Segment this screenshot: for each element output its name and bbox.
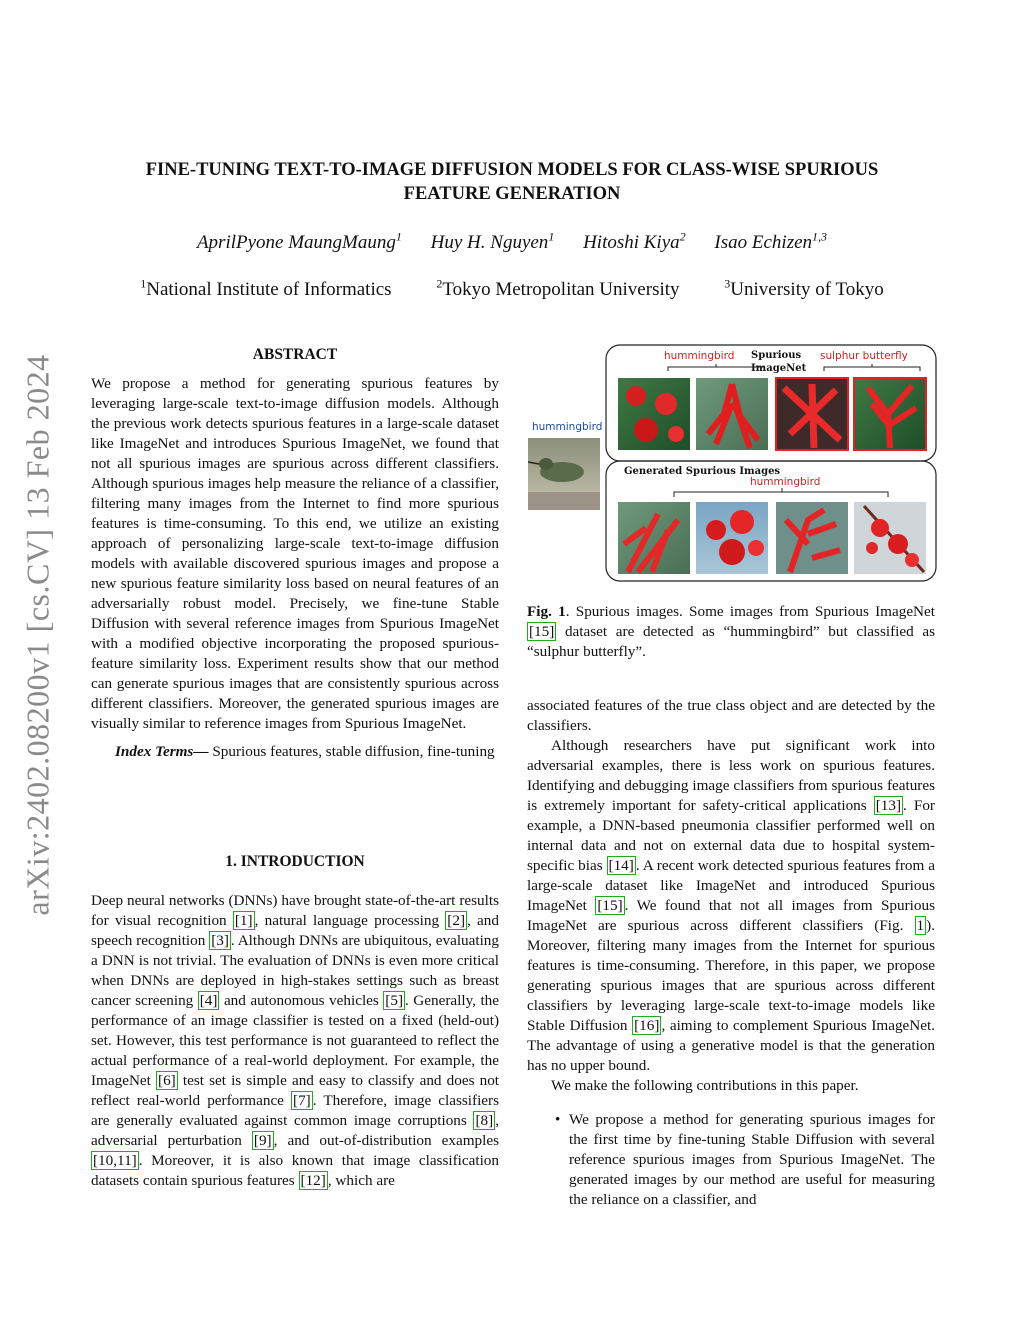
contribution-item: • We propose a method for generating spurious images for the first time by fine-tuning Stable Diffusion with several reference spurious images from Spurious ImageNet. The generated images by our method are useful for measuring the reliance on a classifier, and bbox=[569, 1110, 935, 1210]
citation-link[interactable]: [8] bbox=[475, 1112, 494, 1129]
generated-image-2 bbox=[696, 502, 768, 574]
right-paragraph-1: associated features of the true class object and are detected by the classifiers. bbox=[527, 697, 935, 734]
citation-link[interactable]: [3] bbox=[211, 932, 229, 949]
citation-link[interactable]: [12] bbox=[300, 1172, 326, 1189]
author-list bbox=[100, 230, 924, 254]
figure-1-graphic bbox=[528, 344, 938, 584]
abstract-heading: ABSTRACT bbox=[252, 346, 338, 363]
spurious-image-2 bbox=[696, 378, 768, 450]
bracket-left bbox=[668, 367, 764, 371]
abstract-body: We propose a method for generating spurious features by leveraging large-scale text-to-image diffusion models. Although the previous work detects spurious features in a large-scale dataset like ImageNet and introduces Spurious ImageNet, we found that not all spurious images are spurious across different classifiers. Although spurious images help measure the reliance of a classifier, filtering many images from the Internet to find more spurious features is time-consuming. To this end, we utilize an existing approach of personalizing large-scale text-to-image diffusion models with available discovered spurious images and propose a new spurious feature similarity loss based on neural features of an adversarially robust model. Precisely, we fine-tune Stable Diffusion with several reference images from Spurious ImageNet with a modified objective incorporating the proposed spurious-feature similarity loss. Experiment results show that our method can generate spurious images that are consistently spurious across different classifiers. Moreover, the generated spurious images are visually similar to reference images from Spurious ImageNet. bbox=[91, 375, 499, 732]
contribution-list bbox=[527, 1110, 935, 1210]
intro-section bbox=[91, 853, 499, 1191]
intro-heading: 1. INTRODUCTION bbox=[225, 853, 365, 870]
citation-link[interactable]: [5] bbox=[385, 992, 404, 1009]
index-terms-text: Spurious features, stable diffusion, fine-tuning bbox=[212, 743, 495, 760]
title-line-2: FEATURE GENERATION bbox=[403, 184, 621, 204]
panel-label-hummingbird: hummingbird bbox=[664, 350, 735, 362]
panel-label-spurious: Spurious bbox=[751, 350, 802, 361]
generated-image-1 bbox=[618, 502, 690, 574]
citation-link[interactable]: [6] bbox=[158, 1072, 176, 1089]
citation-link[interactable]: [15] bbox=[529, 623, 555, 640]
affiliation-list bbox=[100, 277, 924, 301]
paper-title bbox=[100, 158, 924, 206]
citation-link[interactable]: [2] bbox=[447, 912, 466, 929]
affiliation: $^2$Tokyo Metropolitan University bbox=[436, 277, 680, 301]
query-image-hummingbird bbox=[528, 438, 600, 510]
intro-continued bbox=[527, 696, 935, 1210]
right-paragraph-2: Although researchers have put significant work into adversarial examples, there is less work on spurious features. Identifying and debugging image classifiers from spurious features is extremely important for safety-critical applications [13] . For example, a DNN-based pneumonia classifier performed well on internal data and not on external data due to hospital system-specific bias [14] . A recent work detected spurious features from a large-scale dataset like ImageNet and introduced Spurious ImageNet [15] . We found that not all images from Spurious ImageNet are spurious across different classifiers (Fig. 1 ). Moreover, filtering many images from the Internet for spurious features is time-consuming. Therefore, in this paper, we propose generating spurious images that are spurious across different classifiers by leveraging large-scale text-to-image models like Stable Diffusion [16] , aiming to complement Spurious ImageNet. The advantage of using a generative model is that the generation has no upper bound. bbox=[527, 737, 936, 1074]
generated-image-4 bbox=[854, 502, 926, 574]
author: Isao Echizen$^{1,3}$ bbox=[714, 230, 828, 254]
generated-label-hummingbird: hummingbird bbox=[750, 476, 821, 488]
citation-link[interactable]: [9] bbox=[253, 1132, 272, 1149]
bracket-right bbox=[824, 367, 920, 371]
citation-link[interactable]: [4] bbox=[199, 992, 218, 1009]
figure-1 bbox=[528, 344, 938, 584]
citation-link[interactable]: [1] bbox=[234, 912, 253, 929]
right-paragraph-3: We make the following contributions in this paper. bbox=[551, 1077, 859, 1094]
citation-link[interactable]: [13] bbox=[875, 797, 902, 814]
author: Hitoshi Kiya$^2$ bbox=[583, 230, 686, 254]
spurious-image-1 bbox=[618, 378, 690, 450]
arxiv-identifier bbox=[10, 355, 65, 915]
citation-link[interactable]: [15] bbox=[597, 897, 623, 914]
caption-label: Fig. 1 bbox=[527, 603, 566, 620]
author: Huy H. Nguyen$^1$ bbox=[430, 230, 555, 254]
affiliation: $^1$National Institute of Informatics bbox=[140, 277, 392, 301]
title-line-1: FINE-TUNING TEXT-TO-IMAGE DIFFUSION MODELS FOR CLASS-WISE SPURIOUS bbox=[145, 160, 879, 180]
figure-reference-link[interactable]: 1 bbox=[916, 917, 925, 934]
affiliation: $^3$University of Tokyo bbox=[724, 277, 884, 301]
generated-title: Generated Spurious Images bbox=[624, 466, 781, 477]
bracket-bottom bbox=[674, 492, 888, 497]
figure-1-caption: Fig. 1. Spurious images. Some images from Spurious ImageNet [15] dataset are detected as “hummingbird” but classified as “sulphur butterfly”. bbox=[527, 603, 935, 660]
index-terms-label: Index Terms— bbox=[115, 743, 209, 760]
panel-label-sulphur-butterfly: sulphur butterfly bbox=[820, 350, 908, 362]
spurious-image-4 bbox=[854, 378, 926, 450]
citation-link[interactable]: [14] bbox=[608, 857, 634, 874]
spurious-image-3 bbox=[776, 378, 848, 450]
arxiv-identifier-text: arXiv:2402.08200v1 [cs.CV] 13 Feb 2024 bbox=[19, 354, 55, 916]
intro-paragraph: Deep neural networks (DNNs) have brought state-of-the-art results for visual recognition [1] , natural language processing [2] , and speech recognition [3] . Although DNNs are ubiquitous, evaluating a DNN is not trivial. The evaluation of DNNs is even more critical when DNNs are deployed in high-stakes settings such as breast cancer screening [4] and autonomous vehicles [5] . Generally, the performance of an image classifier is tested on a fixed (held-out) set. However, this test performance is not guaranteed to reflect the actual performance of a real-world deployment. For example, the ImageNet [6] test set is simple and easy to classify and does not reflect real-world performance [7] . Therefore, image classifiers are generally evaluated against common image corruptions [8] , adversarial perturbation [9] , and out-of-distribution examples [10,11] . Moreover, it is also known that image classification datasets contain spurious features [12] , which are bbox=[91, 892, 500, 1189]
index-terms bbox=[91, 742, 499, 762]
abstract-section bbox=[91, 346, 499, 762]
citation-link[interactable]: [10,11] bbox=[93, 1152, 137, 1169]
panel-label-imagenet: ImageNet bbox=[751, 363, 807, 374]
citation-link[interactable]: [7] bbox=[293, 1092, 311, 1109]
query-label: hummingbird bbox=[532, 421, 603, 433]
generated-image-3 bbox=[776, 502, 848, 574]
author: AprilPyone MaungMaung$^1$ bbox=[196, 230, 402, 254]
citation-link[interactable]: [16] bbox=[634, 1017, 660, 1034]
